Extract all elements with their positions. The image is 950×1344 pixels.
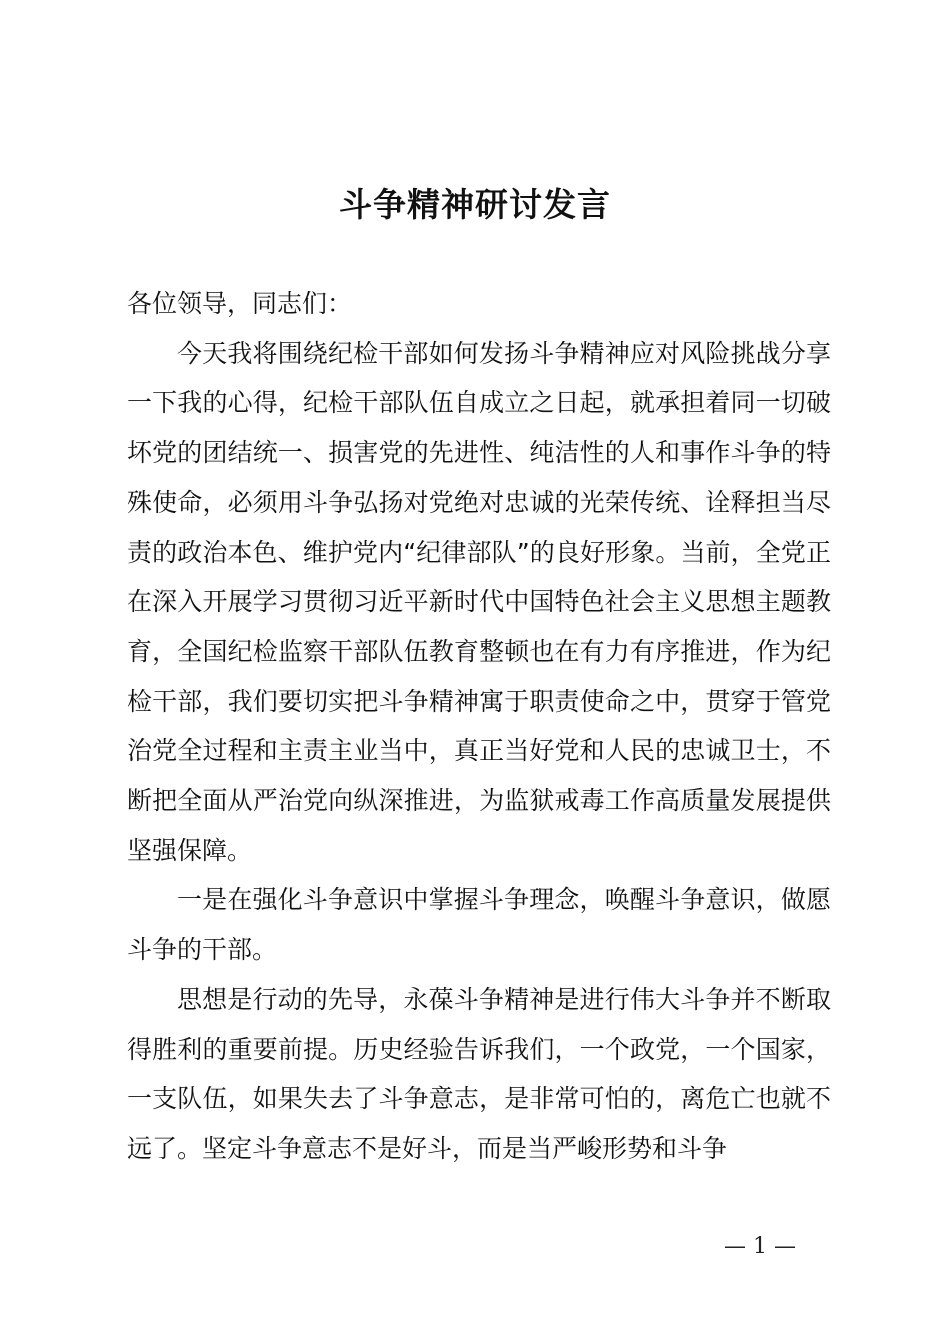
paragraph-intro: 今天我将围绕纪检干部如何发扬斗争精神应对风险挑战分享一下我的心得，纪检干部队伍自成立之日起，就承担着同一切破坏党的团结统一、损害党的先进性、纯洁性的人和事作斗争的特殊使命，必须用斗争弘扬对党绝对忠诚的光荣传统、诠释担当尽责的政治本色、维护党内“纪律部队”的良好形象。当前，全党正在深入开展学习贯彻习近平新时代中国特色社会主义思想主题教育，全国纪检监察干部队伍教育整顿也在有力有序推进，作为纪检干部，我们要切实把斗争精神寓于职责使命之中，贯穿于管党治党全过程和主责主业当中，真正当好党和人民的忠诚卫士，不断把全面从严治党向纵深推进，为监狱戒毒工作高质量发展提供坚强保障。 xyxy=(127,338,831,865)
document-body xyxy=(127,279,831,1174)
salutation: 各位领导，同志们： xyxy=(127,289,353,318)
paragraph-point-one: 一是在强化斗争意识中掌握斗争理念，唤醒斗争意识，做愿斗争的干部。 xyxy=(127,885,831,965)
document-title: 斗争精神研讨发言 xyxy=(339,185,611,224)
page-number: — 1 — xyxy=(724,1234,796,1259)
paragraph-thought: 思想是行动的先导，永葆斗争精神是进行伟大斗争并不断取得胜利的重要前提。历史经验告诉我们，一个政党，一个国家，一支队伍，如果失去了斗争意志，是非常可怕的，离危亡也就不远了。坚定斗争意志不是好斗，而是当严峻形势和斗争 xyxy=(127,984,831,1163)
